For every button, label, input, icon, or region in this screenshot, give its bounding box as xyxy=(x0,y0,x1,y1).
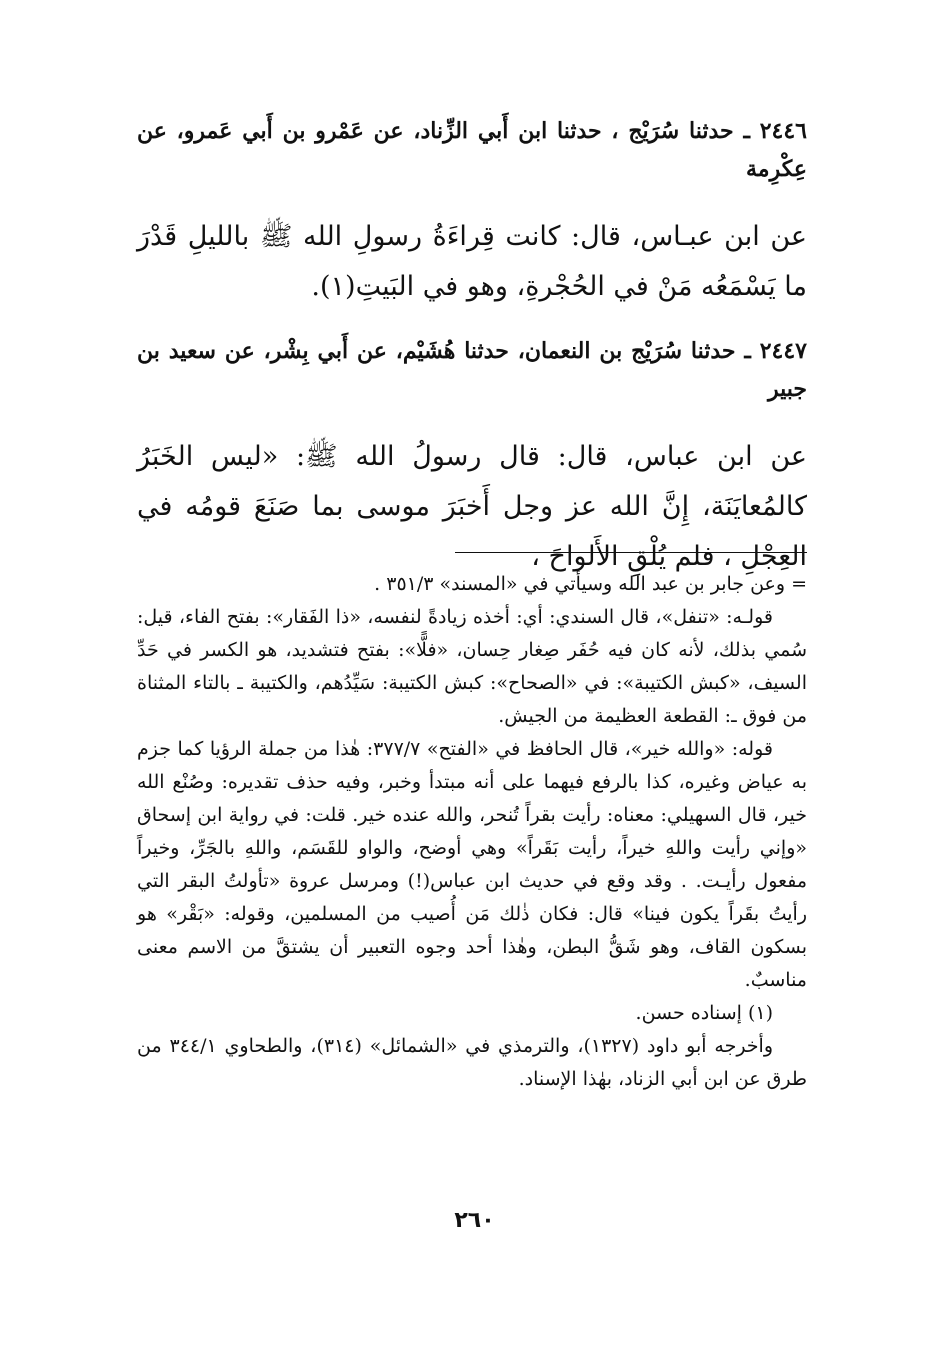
footnote-paragraph: (١) إسناده حسن. xyxy=(635,1002,773,1024)
footnotes xyxy=(137,568,807,1096)
hadith-2446-isnad xyxy=(137,112,807,188)
footnote-paragraph: وأخرجه أبو داود (١٣٢٧)، والترمذي في «الشمائل» (٣١٤)، والطحاوي ٣٤٤/١ من طرق عن ابن أبي الزناد، بهٰذا الإسناد. xyxy=(137,1035,807,1090)
hadith-2447-isnad xyxy=(137,332,807,408)
hadith-2446-matn: عن ابن عبـاس، قال: كانت قِراءَةُ رسولِ الله ﷺ بالليلِ قَدْرَ ما يَسْمَعُه مَنْ في الحُجْرةِ، وهو في البَيتِ(١). xyxy=(137,221,807,302)
footnote-paragraph: قولـه: «تنفل»، قال السندي: أي: أخذه زيادةً لنفسه، «ذا الفَقار»: بفتح الفاء، قيل: سُمي بذلك، لأنه كان فيه حُفَر صِغار حِسان، «فلًّا»: بفتح فتشديد، هو الكسر في حَدِّ السيف، «كبش الكتيبة»: في «الصحاح»: كبش الكتيبة: سَيِّدُهم، والكتيبة ـ بالتاء المثناة من فوق ـ: القطعة العظيمة من الجيش. xyxy=(137,606,807,727)
isnad-text: حدثنا سُرَيْج بن النعمان، حدثنا هُشَيْم، عن أَبي بِشْر، عن سعيد بن جبير xyxy=(137,338,807,402)
isnad-text: حدثنا سُرَيْج ، حدثنا ابن أَبي الزِّناد، عن عَمْرو بن أَبي عَمرو، عن عِكْرِمة xyxy=(137,118,807,182)
footnote-continuation: = وعن جابر بن عبد الله وسيأتي في «المسند» ٣٥١/٣ . xyxy=(374,573,807,595)
page-number: ٢٦٠ xyxy=(454,1208,495,1233)
dash-separator: ـ xyxy=(735,338,751,364)
hadith-number: ٢٤٤٦ xyxy=(759,118,807,144)
hadith-number: ٢٤٤٧ xyxy=(759,338,807,364)
footnote-paragraph: قوله: «والله خير»، قال الحافظ في «الفتح» ٣٧٧/٧: هٰذا من جملة الرؤيا كما جزم به عياض وغيره، كذا بالرفع فيهما على أنه مبتدأ وخبر، وفيه حذف تقديره: وصُنْع الله خير، قال السهيلي: معناه: رأيت بقراً تُنحر، والله عنده خير. قلت: في رواية ابن إسحاق «وإني رأيت واللهِ خيراً، رأيت بَقَراً» وهي أوضح، والواو للقَسَم، واللهِ بالجَرِّ، وخيراً مفعول رأيـت. . وقد وقع في حديث ابن عباس(!) ومرسل عروة «تأولتُ البقر التي رأيتُ بقَراً يكون فينا» قال: فكان ذٰلك مَن أُصيب من المسلمين، وقوله: «بَقْر» هو بسكون القاف، وهو شَقُّ البطن، وهٰذا أحد وجوه التعبير أن يشتقَّ من الاسم معنى مناسبٌ. xyxy=(137,738,807,991)
hadith-2447-matn: عن ابن عباس، قال: قال رسولُ الله ﷺ: «ليس الخَبَرُ كالمُعايَنَة، إِنَّ الله عز وجل أَخبَرَ موسى بما صَنَعَ قومُه في العِجْلِ ، فلم يُلْقِ الأَلواحَ ، xyxy=(137,441,807,572)
dash-separator: ـ xyxy=(733,118,750,144)
footnote-divider xyxy=(455,552,807,553)
